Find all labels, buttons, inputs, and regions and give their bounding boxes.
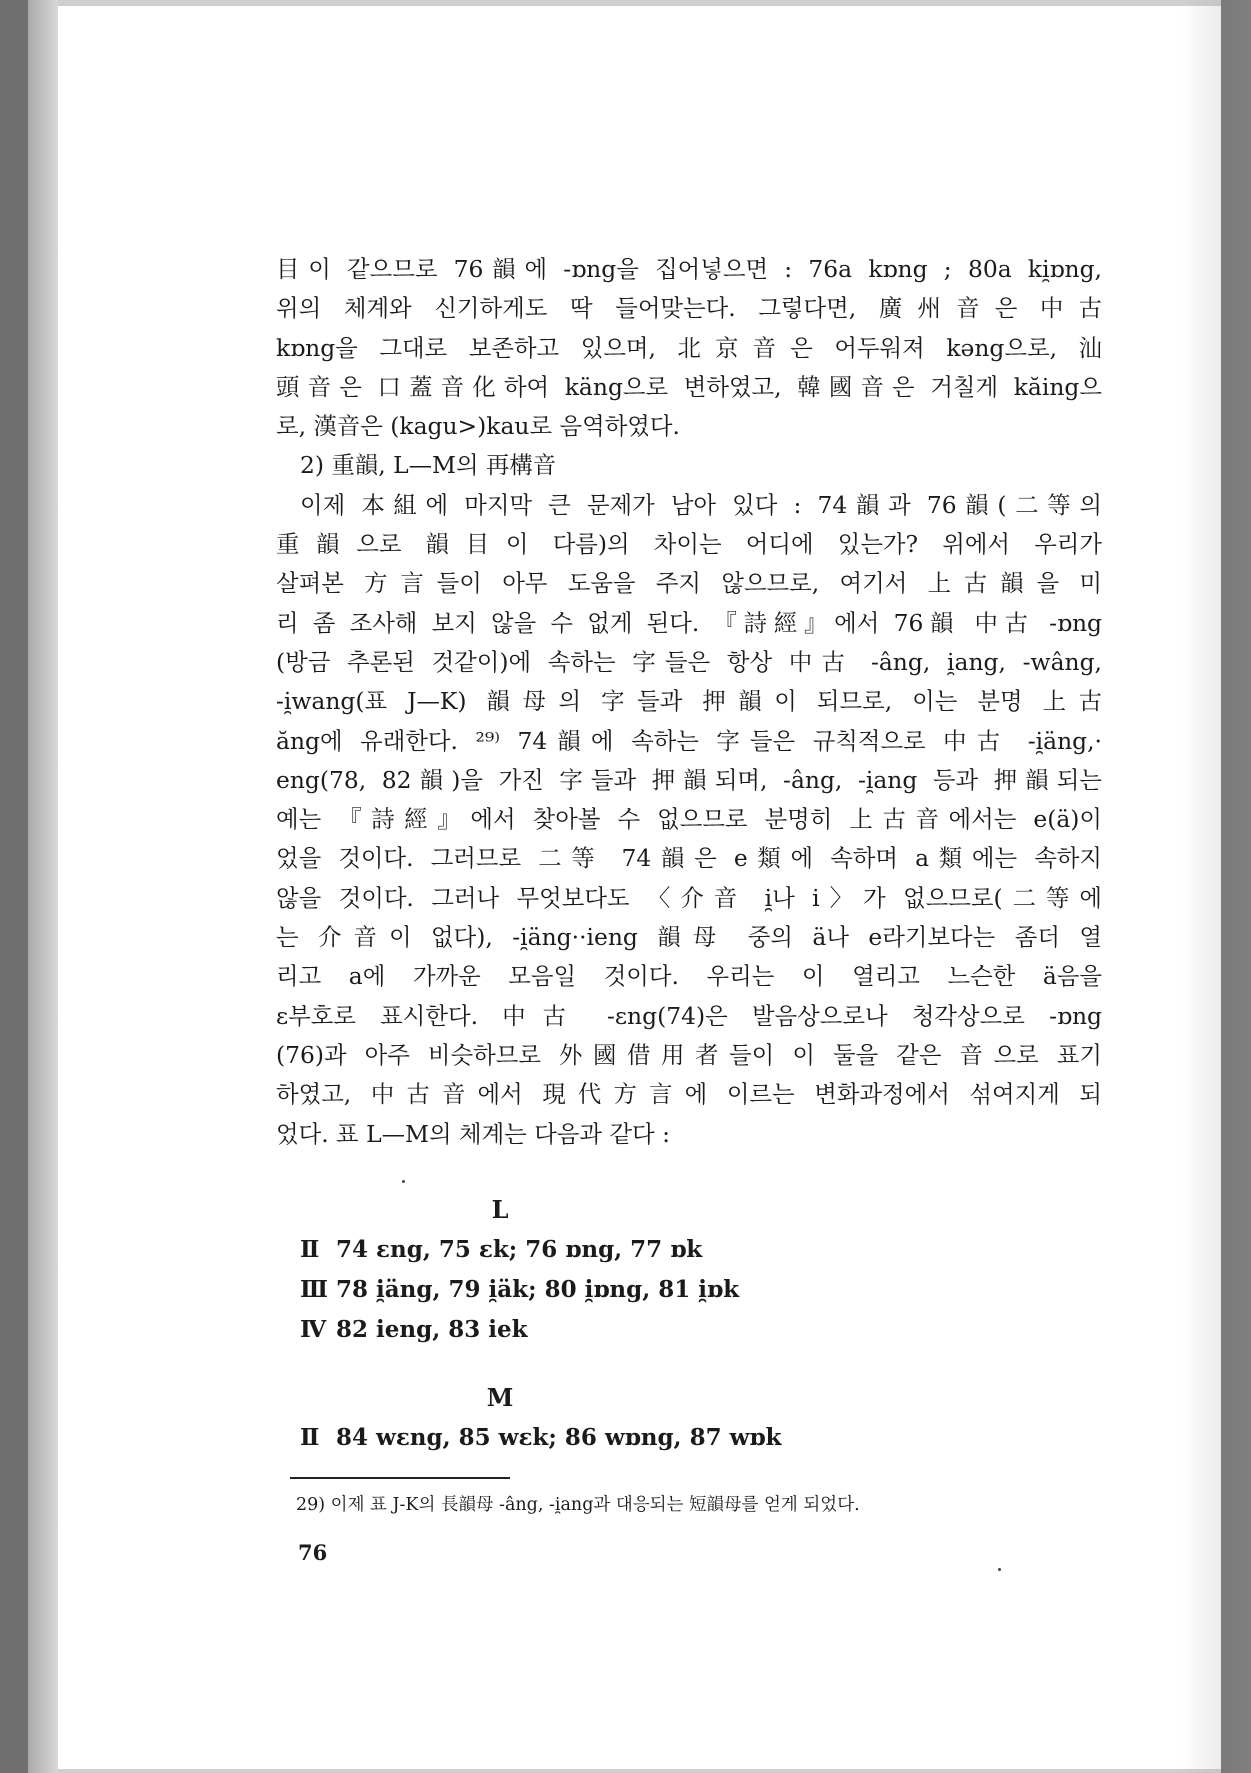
- body-line: 目이 같으므로 76韻에 -ɒng을 집어넣으면 : 76a kɒng ; 80a ki̯ɒng,: [276, 255, 1102, 283]
- book-spine-edge: [28, 0, 58, 1773]
- table-title-L: L: [491, 1195, 509, 1224]
- body-line: 頭音은 口蓋音化하여 käng으로 변하였고, 韓國音은 거칠게 kăing으: [276, 372, 1102, 401]
- body-line: kɒng을 그대로 보존하고 있으며, 北京音은 어두워져 kəng으로, 汕: [276, 333, 1102, 362]
- paragraph-line: (방금 추론된 것같이)에 속하는 字들은 항상 中古 -âng, i̯ang, -wâng,: [276, 647, 1102, 676]
- division-label: Ⅳ: [300, 1316, 327, 1343]
- finals-list: 74 ɛng, 75 ɛk; 76 ɒng, 77 ɒk: [336, 1236, 703, 1263]
- page-shadow: [1180, 0, 1251, 1773]
- paragraph-line: ɛ부호로 표시한다. 中古 -ɛng(74)은 발음상으로나 청각상으로 -ɒng: [276, 1001, 1102, 1030]
- paragraph-line: 重韻으로 韻目이 다름)의 차이는 어디에 있는가? 위에서 우리가: [276, 530, 1102, 559]
- body-line: 로, 漢音은 (kagu>)kau로 음역하였다.: [276, 412, 680, 441]
- paragraph-line: 예는 『詩經』에서 찾아볼 수 없으므로 분명히 上古音에서는 e(ä)이: [276, 805, 1102, 834]
- paragraph-line: 리고 a에 가까운 모음일 것이다. 우리는 이 열리고 느슨한 ä음을: [276, 962, 1102, 991]
- paragraph-line: 었다. 표 L—M의 체계는 다음과 같다 :: [276, 1119, 670, 1148]
- paragraph-line: ăng에 유래한다. ²⁹⁾ 74韻에 속하는 字들은 규칙적으로 中古 -i̯äng,·: [276, 726, 1102, 755]
- paragraph-line: 살펴본 方言들이 아무 도움을 주지 않으므로, 여기서 上古韻을 미: [276, 569, 1102, 598]
- table-title-M: M: [486, 1383, 514, 1412]
- rhyme-table: [300, 1190, 800, 1458]
- section-heading: 2) 重韻, L—M의 再構音: [300, 451, 557, 480]
- scan-speck: [402, 1180, 405, 1183]
- scan-speck: [998, 1568, 1001, 1571]
- paragraph-line: (76)과 아주 비슷하므로 外國借用者들이 이 둘을 같은 音으로 표기: [276, 1040, 1102, 1069]
- paragraph-line: 이제 本組에 마지막 큰 문제가 남아 있다 : 74韻과 76韻(二等의: [300, 490, 1102, 519]
- finals-list: 82 ieng, 83 iek: [336, 1316, 528, 1343]
- paragraph-line: eng(78, 82韻)을 가진 字들과 押韻되며, -âng, -i̯ang 등과 押韻되는: [276, 765, 1102, 794]
- page-number: 76: [298, 1540, 328, 1565]
- finals-list: 78 i̯äng, 79 i̯äk; 80 i̯ɒng, 81 i̯ɒk: [336, 1276, 739, 1303]
- table-row: [300, 1270, 800, 1310]
- paragraph-line: -i̯wang(표 J—K) 韻母의 字들과 押韻이 되므로, 이는 분명 上古: [276, 687, 1102, 716]
- paragraph-line: 하였고, 中古音에서 現代方言에 이르는 변화과정에서 섞여지게 되: [276, 1080, 1102, 1109]
- table-row: [300, 1230, 800, 1270]
- footnote-divider: [290, 1477, 510, 1479]
- paragraph-line: 었을 것이다. 그러므로 二等 74韻은 e類에 속하며 a類에는 속하지: [276, 844, 1102, 873]
- finals-list: 84 wɛng, 85 wɛk; 86 wɒng, 87 wɒk: [336, 1424, 782, 1451]
- division-label: Ⅱ: [300, 1424, 320, 1451]
- table-row: [300, 1418, 800, 1458]
- paragraph-line: 않을 것이다. 그러나 무엇보다도 〈介音 i̯나 i〉가 없으므로(二等에: [276, 883, 1102, 912]
- paragraph-line: 는 介音이 없다), -i̯äng··ieng 韻母 중의 ä나 e라기보다는 좀더 열: [276, 923, 1102, 952]
- division-label: Ⅱ: [300, 1236, 320, 1263]
- body-line: 위의 체계와 신기하게도 딱 들어맞는다. 그렇다면, 廣州音은 中古: [276, 294, 1102, 323]
- footnote: 29) 이제 표 J-K의 長韻母 -âng, -i̯ang과 대응되는 短韻母를 얻게 되었다.: [296, 1495, 860, 1515]
- main-text: [276, 250, 1102, 1154]
- division-label: Ⅲ: [300, 1276, 329, 1303]
- table-gap: [300, 1350, 800, 1378]
- table-row: [300, 1310, 800, 1350]
- paragraph-line: 리 좀 조사해 보지 않을 수 없게 된다. 『詩經』에서 76韻 中古 -ɒng: [276, 608, 1102, 637]
